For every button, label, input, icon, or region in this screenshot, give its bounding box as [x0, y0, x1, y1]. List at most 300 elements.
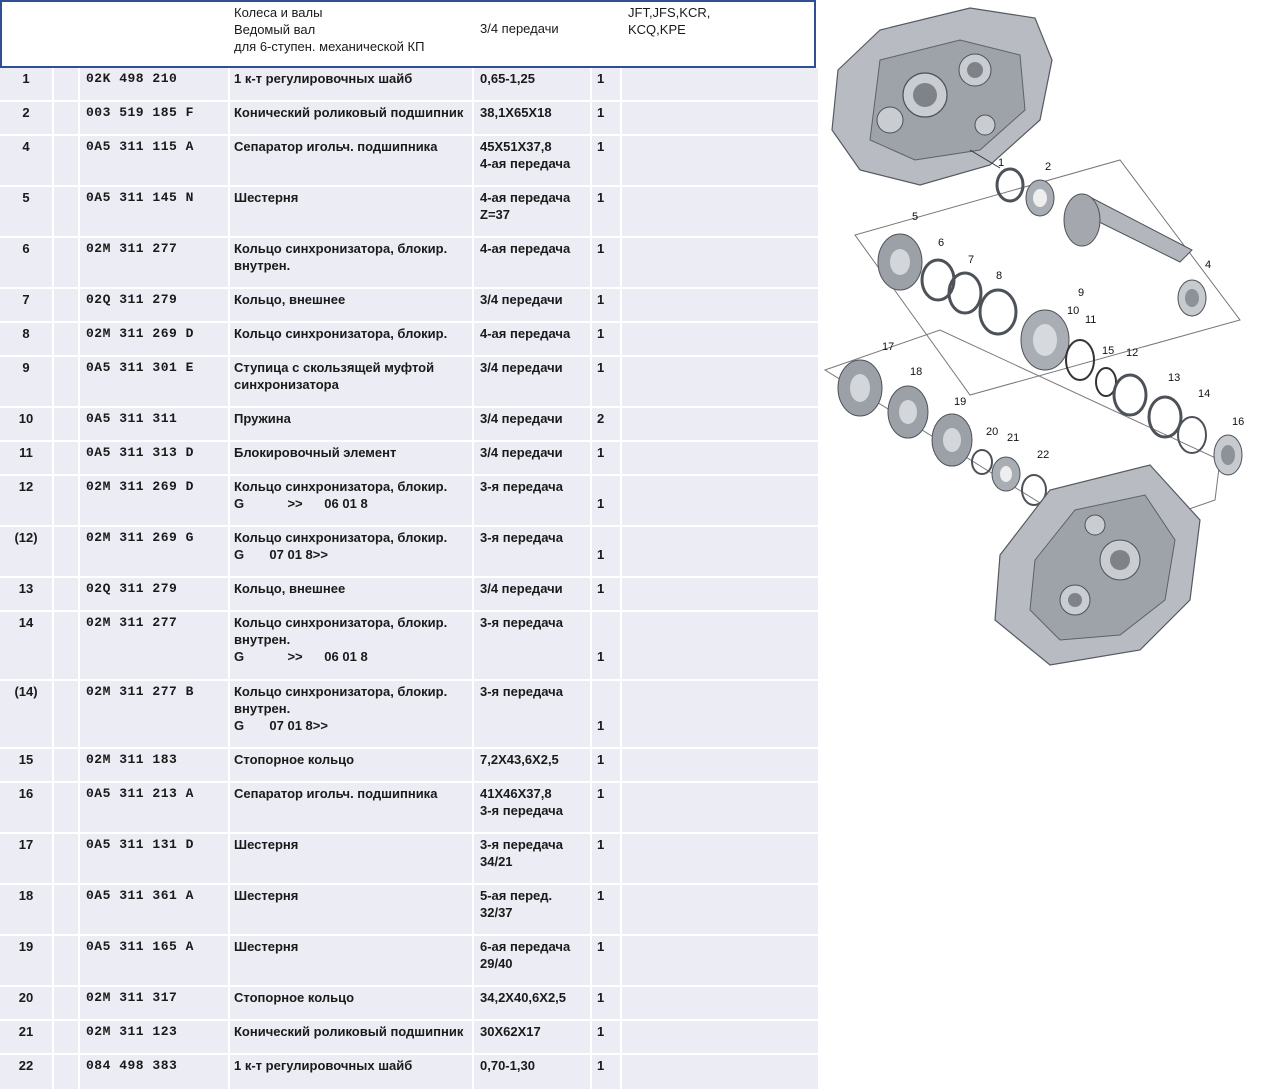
column-separator: [472, 476, 474, 525]
column-separator: [228, 936, 230, 985]
part-description: [234, 138, 437, 155]
column-separator: [52, 1055, 54, 1089]
part-note: [480, 785, 563, 819]
table-row: [0, 442, 818, 476]
position-number: 15: [18, 752, 34, 767]
quantity: 1: [597, 105, 605, 120]
column-separator: [472, 885, 474, 934]
column-separator: [472, 578, 474, 610]
description-line: Кольцо, внешнее: [234, 581, 346, 596]
callout-label: 6: [938, 237, 945, 249]
note-line: 4-ая передача: [480, 241, 571, 256]
column-separator: [228, 357, 230, 406]
part-description: [234, 683, 447, 734]
exploded-parts-diagram: [820, 0, 1272, 680]
part-note: [480, 70, 535, 87]
column-separator: [590, 834, 592, 883]
column-separator: [52, 987, 54, 1019]
description-line: Шестерня: [234, 190, 299, 205]
part-note: [480, 683, 563, 700]
table-header: [0, 0, 816, 68]
table-row: [0, 102, 818, 136]
note-line: 34,2X40,6X2,5: [480, 990, 567, 1005]
column-separator: [590, 936, 592, 985]
part-number: 02M 311 277: [86, 615, 178, 630]
column-separator: [78, 323, 80, 355]
part-note: [480, 138, 570, 172]
column-separator: [52, 681, 54, 747]
column-separator: [620, 987, 622, 1019]
part-number: 02Q 311 279: [86, 292, 178, 307]
description-line: Кольцо синхронизатора, блокир.: [234, 530, 448, 545]
description-line: Кольцо синхронизатора, блокир.: [234, 615, 448, 630]
column-separator: [472, 357, 474, 406]
callout-label: 17: [882, 341, 895, 353]
column-separator: [472, 1055, 474, 1089]
table-row: [0, 885, 818, 936]
description-line: G >> 06 01 8: [234, 649, 368, 664]
column-separator: [590, 681, 592, 747]
note-line: 32/37: [480, 905, 513, 920]
quantity: 1: [597, 990, 605, 1005]
note-line: 3-я передача: [480, 837, 563, 852]
quantity: 1: [597, 939, 605, 954]
column-separator: [78, 987, 80, 1019]
column-separator: [590, 476, 592, 525]
header-codes-line: KCQ,KPE: [628, 22, 686, 37]
column-separator: [620, 783, 622, 832]
table-row: [0, 187, 818, 238]
description-line: Конический роликовый подшипник: [234, 105, 464, 120]
description-line: Стопорное кольцо: [234, 752, 355, 767]
part-number: 0A5 311 145 N: [86, 190, 194, 205]
part-note: [480, 444, 563, 461]
column-separator: [472, 289, 474, 321]
note-line: 7,2X43,6X2,5: [480, 752, 559, 767]
column-separator: [228, 408, 230, 440]
part-description: [234, 240, 447, 274]
part-number: 02M 311 269 D: [86, 479, 194, 494]
column-separator: [78, 749, 80, 781]
quantity: 1: [597, 1058, 605, 1073]
description-line: внутрен.: [234, 701, 291, 716]
note-line: 3-я передача: [480, 479, 563, 494]
column-separator: [78, 834, 80, 883]
column-separator: [228, 187, 230, 236]
description-line: 1 к-т регулировочных шайб: [234, 1058, 413, 1073]
column-separator: [472, 187, 474, 236]
position-number: 4: [22, 139, 30, 154]
column-separator: [590, 442, 592, 474]
table-row: [0, 68, 818, 102]
column-separator: [52, 1021, 54, 1053]
column-separator: [620, 408, 622, 440]
column-separator: [228, 987, 230, 1019]
part-note: [480, 1057, 535, 1074]
part-number: 02M 311 269 D: [86, 326, 194, 341]
note-line: 6-ая передача: [480, 939, 571, 954]
note-line: 3/4 передачи: [480, 360, 563, 375]
column-separator: [620, 1021, 622, 1053]
column-separator: [472, 834, 474, 883]
part-description: [234, 887, 298, 904]
description-line: Кольцо синхронизатора, блокир.: [234, 326, 448, 341]
column-separator: [52, 476, 54, 525]
column-separator: [52, 527, 54, 576]
part-description: [234, 1057, 412, 1074]
description-line: Кольцо синхронизатора, блокир.: [234, 241, 448, 256]
column-separator: [52, 289, 54, 321]
part-number: 02M 311 317: [86, 990, 178, 1005]
note-line: 3/4 передачи: [480, 445, 563, 460]
callout-label: 13: [1168, 372, 1181, 384]
header-title-line: Ведомый вал: [234, 22, 316, 37]
column-separator: [590, 1055, 592, 1089]
column-separator: [590, 323, 592, 355]
table-row: [0, 783, 818, 834]
part-number: 0A5 311 131 D: [86, 837, 194, 852]
column-separator: [228, 1055, 230, 1089]
table-row: [0, 136, 818, 187]
column-separator: [78, 238, 80, 287]
description-line: Стопорное кольцо: [234, 990, 355, 1005]
part-note: [480, 1023, 541, 1040]
part-note: [480, 359, 563, 376]
part-description: [234, 189, 298, 206]
column-separator: [78, 442, 80, 474]
column-separator: [52, 885, 54, 934]
column-separator: [620, 187, 622, 236]
description-line: Сепаратор игольч. подшипника: [234, 786, 438, 801]
table-row: [0, 323, 818, 357]
quantity: 1: [597, 190, 605, 205]
note-line: 38,1X65X18: [480, 105, 552, 120]
column-separator: [590, 102, 592, 134]
part-number: 02M 311 183: [86, 752, 178, 767]
part-note: [480, 104, 552, 121]
callout-label: 19: [954, 396, 967, 408]
column-separator: [472, 783, 474, 832]
callout-label: 16: [1232, 416, 1245, 428]
part-note: [480, 614, 563, 631]
column-separator: [228, 238, 230, 287]
column-separator: [78, 578, 80, 610]
part-description: [234, 444, 396, 461]
part-description: [234, 1023, 463, 1040]
note-line: 4-ая передача: [480, 190, 571, 205]
column-separator: [590, 238, 592, 287]
part-description: [234, 836, 298, 853]
position-number: 16: [18, 786, 34, 801]
quantity: 1: [597, 718, 605, 733]
part-description: [234, 70, 412, 87]
callout-label: 10: [1067, 305, 1080, 317]
column-separator: [228, 102, 230, 134]
part-note: [480, 189, 570, 223]
part-number: 003 519 185 F: [86, 105, 194, 120]
position-number: 1: [22, 71, 30, 86]
column-separator: [472, 681, 474, 747]
quantity: 1: [597, 547, 605, 562]
part-number: 02M 311 269 G: [86, 530, 194, 545]
part-note: [480, 836, 563, 870]
column-separator: [78, 936, 80, 985]
description-line: Пружина: [234, 411, 291, 426]
column-separator: [52, 323, 54, 355]
note-line: 0,70-1,30: [480, 1058, 535, 1073]
column-separator: [620, 749, 622, 781]
callout-label: 15: [1102, 345, 1115, 357]
column-separator: [590, 187, 592, 236]
note-line: 29/40: [480, 956, 513, 971]
table-row: [0, 749, 818, 783]
note-line: 34/21: [480, 854, 513, 869]
position-number: 7: [22, 292, 30, 307]
column-separator: [620, 476, 622, 525]
part-note: [480, 478, 563, 495]
description-line: Шестерня: [234, 939, 299, 954]
position-number: 20: [18, 990, 34, 1005]
column-separator: [620, 1055, 622, 1089]
column-separator: [228, 612, 230, 679]
quantity: 1: [597, 241, 605, 256]
column-separator: [472, 749, 474, 781]
column-separator: [52, 408, 54, 440]
quantity: 1: [597, 496, 605, 511]
column-separator: [78, 612, 80, 679]
table-row: [0, 987, 818, 1021]
position-number: (12): [14, 530, 38, 545]
column-separator: [620, 612, 622, 679]
table-row: [0, 238, 818, 289]
callout-label: 1: [998, 157, 1005, 169]
column-separator: [228, 749, 230, 781]
quantity: 1: [597, 1024, 605, 1039]
column-separator: [590, 1021, 592, 1053]
column-separator: [52, 136, 54, 185]
description-line: Сепаратор игольч. подшипника: [234, 139, 438, 154]
part-number: 084 498 383: [86, 1058, 178, 1073]
column-separator: [620, 442, 622, 474]
table-row: [0, 1021, 818, 1055]
column-separator: [472, 442, 474, 474]
column-separator: [590, 289, 592, 321]
column-separator: [78, 408, 80, 440]
column-separator: [52, 834, 54, 883]
position-number: 14: [18, 615, 34, 630]
position-number: (14): [14, 684, 38, 699]
part-note: [480, 580, 563, 597]
column-separator: [620, 102, 622, 134]
note-line: 3/4 передачи: [480, 581, 563, 596]
column-separator: [52, 442, 54, 474]
part-note: [480, 325, 570, 342]
part-number: 0A5 311 165 A: [86, 939, 194, 954]
quantity: 1: [597, 445, 605, 460]
description-line: Конический роликовый подшипник: [234, 1024, 464, 1039]
part-note: [480, 938, 570, 972]
part-number: 0A5 311 313 D: [86, 445, 194, 460]
part-note: [480, 989, 566, 1006]
column-separator: [590, 527, 592, 576]
column-separator: [78, 1021, 80, 1053]
column-separator: [228, 681, 230, 747]
quantity: 1: [597, 752, 605, 767]
column-separator: [620, 885, 622, 934]
column-separator: [228, 885, 230, 934]
header-codes: [628, 4, 710, 38]
part-description: [234, 325, 447, 342]
column-separator: [228, 476, 230, 525]
column-separator: [590, 783, 592, 832]
column-separator: [472, 323, 474, 355]
callout-label: 8: [996, 270, 1003, 282]
column-separator: [228, 289, 230, 321]
column-separator: [228, 323, 230, 355]
column-separator: [52, 187, 54, 236]
part-description: [234, 410, 291, 427]
part-description: [234, 785, 437, 802]
column-separator: [472, 136, 474, 185]
quantity: 1: [597, 326, 605, 341]
description-line: G 07 01 8>>: [234, 547, 328, 562]
column-separator: [228, 1021, 230, 1053]
table-row: [0, 527, 818, 578]
description-line: G >> 06 01 8: [234, 496, 368, 511]
part-note: [480, 751, 559, 768]
table-row: [0, 834, 818, 885]
column-separator: [590, 987, 592, 1019]
column-separator: [228, 783, 230, 832]
part-number: 02K 498 210: [86, 71, 178, 86]
column-separator: [78, 357, 80, 406]
callout-label: 2: [1045, 161, 1052, 173]
position-number: 22: [18, 1058, 34, 1073]
note-line: 3-я передача: [480, 684, 563, 699]
part-description: [234, 751, 354, 768]
header-title: [234, 4, 424, 55]
part-number: 0A5 311 361 A: [86, 888, 194, 903]
header-title-line: Колеса и валы: [234, 5, 323, 20]
part-description: [234, 614, 447, 665]
callout-label: 12: [1126, 347, 1139, 359]
position-number: 10: [18, 411, 34, 426]
quantity: 1: [597, 360, 605, 375]
position-number: 5: [22, 190, 30, 205]
column-separator: [52, 68, 54, 100]
column-separator: [78, 102, 80, 134]
description-line: Блокировочный элемент: [234, 445, 397, 460]
column-separator: [620, 136, 622, 185]
column-separator: [620, 68, 622, 100]
column-separator: [52, 102, 54, 134]
lower-housing-drawing: [995, 465, 1200, 665]
part-note: [480, 887, 552, 921]
part-description: [234, 478, 447, 512]
part-note: [480, 240, 570, 257]
part-number: 0A5 311 213 A: [86, 786, 194, 801]
column-separator: [52, 749, 54, 781]
header-title-line: для 6-ступен. механической КП: [234, 39, 425, 54]
part-description: [234, 580, 345, 597]
column-separator: [228, 834, 230, 883]
column-separator: [590, 357, 592, 406]
description-line: Шестерня: [234, 837, 299, 852]
upper-housing-drawing: [832, 8, 1052, 185]
quantity: 1: [597, 581, 605, 596]
description-line: Шестерня: [234, 888, 299, 903]
column-separator: [620, 289, 622, 321]
quantity: 1: [597, 292, 605, 307]
position-number: 17: [18, 837, 34, 852]
part-number: 0A5 311 115 A: [86, 139, 194, 154]
note-line: 4-ая передача: [480, 156, 571, 171]
part-number: 02M 311 123: [86, 1024, 178, 1039]
column-separator: [472, 527, 474, 576]
description-line: Кольцо синхронизатора, блокир.: [234, 479, 448, 494]
quantity: 1: [597, 837, 605, 852]
part-note: [480, 291, 563, 308]
column-separator: [52, 783, 54, 832]
description-line: Кольцо синхронизатора, блокир.: [234, 684, 448, 699]
callout-label: 11: [1085, 314, 1097, 326]
column-separator: [472, 987, 474, 1019]
column-separator: [78, 783, 80, 832]
column-separator: [52, 612, 54, 679]
callout-label: 20: [986, 426, 999, 438]
column-separator: [620, 681, 622, 747]
quantity: 1: [597, 71, 605, 86]
column-separator: [590, 612, 592, 679]
table-row: [0, 612, 818, 681]
column-separator: [78, 476, 80, 525]
table-row: [0, 476, 818, 527]
parts-table: [0, 68, 818, 1091]
note-line: 0,65-1,25: [480, 71, 535, 86]
part-note: [480, 410, 563, 427]
part-note: [480, 529, 563, 546]
callout-label: 18: [910, 366, 923, 378]
column-separator: [590, 578, 592, 610]
part-number: 0A5 311 301 E: [86, 360, 194, 375]
callout-label: 14: [1198, 388, 1211, 400]
part-description: [234, 104, 463, 121]
quantity: 1: [597, 649, 605, 664]
description-line: внутрен.: [234, 258, 291, 273]
part-number: 0A5 311 311: [86, 411, 178, 426]
note-line: Z=37: [480, 207, 510, 222]
note-line: 45X51X37,8: [480, 139, 552, 154]
part-description: [234, 938, 298, 955]
column-separator: [52, 238, 54, 287]
column-separator: [228, 527, 230, 576]
note-line: 5-ая перед.: [480, 888, 553, 903]
header-transmission: 3/4 передачи: [480, 21, 559, 36]
column-separator: [78, 527, 80, 576]
column-separator: [590, 885, 592, 934]
position-number: 19: [18, 939, 34, 954]
column-separator: [472, 408, 474, 440]
header-codes-line: JFT,JFS,KCR,: [628, 5, 711, 20]
column-separator: [590, 749, 592, 781]
position-number: 11: [19, 445, 33, 460]
table-row: [0, 578, 818, 612]
part-number: 02M 311 277: [86, 241, 178, 256]
part-description: [234, 359, 434, 393]
quantity: 1: [597, 139, 605, 154]
column-separator: [472, 936, 474, 985]
description-line: внутрен.: [234, 632, 291, 647]
